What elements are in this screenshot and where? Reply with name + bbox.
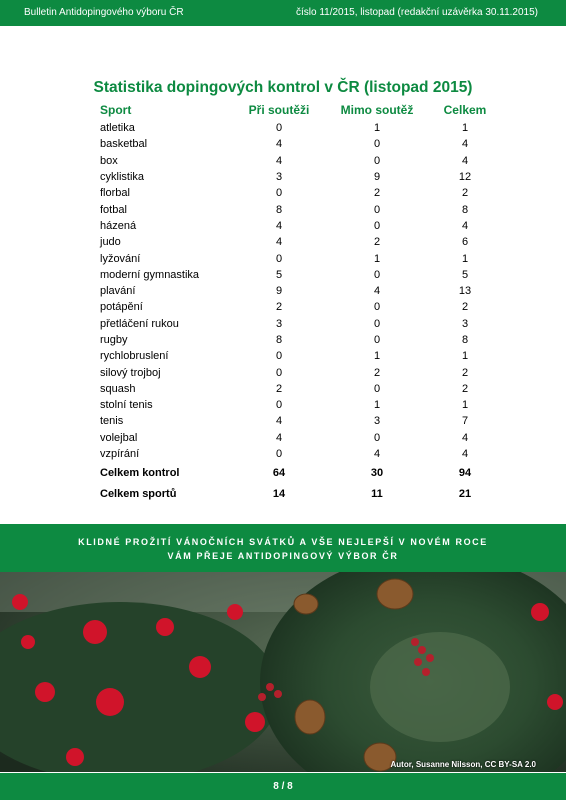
cell-sport: tenis <box>100 415 124 428</box>
cell-in-competition: 0 <box>275 252 283 265</box>
cell-sport: přetláčení rukou <box>100 317 179 330</box>
cell-out-of-competition: 0 <box>373 317 381 330</box>
cell-in-competition: 0 <box>275 399 283 412</box>
bulletin-name: Bulletin Antidopingového výboru ČR <box>24 7 184 18</box>
cell-total: 2 <box>461 382 469 395</box>
cell-in-competition: 8 <box>275 334 283 346</box>
column-header-sport: Sport <box>100 103 132 117</box>
cell-total: 13 <box>458 285 472 298</box>
season-greeting-banner <box>0 524 566 572</box>
cell-out-of-competition: 0 <box>373 268 381 281</box>
wreath-illustration <box>0 572 566 772</box>
cell-out-of-competition: 1 <box>373 122 381 135</box>
table-row <box>96 250 510 266</box>
table-header-row <box>96 100 510 120</box>
cell-sport: vzpírání <box>100 448 140 461</box>
cell-in-competition: 0 <box>275 122 283 135</box>
table-row <box>96 397 510 413</box>
table-row <box>96 267 510 283</box>
cell-total: 1 <box>461 122 469 135</box>
cell-out-of-competition: 0 <box>373 138 381 151</box>
totals-row <box>96 483 510 504</box>
cell-in-competition: 2 <box>275 301 283 314</box>
cell-total: 4 <box>461 154 469 167</box>
cell-out-of-competition: 2 <box>373 187 381 200</box>
cell-sport: silový trojboj <box>100 366 161 379</box>
table-row <box>96 430 510 446</box>
page-title: Statistika dopingových kontrol v ČR (listopad 2015) <box>93 79 473 96</box>
cell-out-of-competition: 1 <box>373 350 381 363</box>
cell-in-competition: 5 <box>275 268 283 281</box>
cell-out-of-competition: 0 <box>373 219 381 232</box>
cell-total: 94 <box>458 466 472 479</box>
table-row <box>96 153 510 169</box>
cell-sport: volejbal <box>100 431 138 444</box>
cell-in-competition: 64 <box>272 466 286 479</box>
cell-sport: basketbal <box>100 138 148 151</box>
cell-out-of-competition: 0 <box>373 334 381 346</box>
issue-info: číslo 11/2015, listopad (redakční uzávěrka 30.11.2015) <box>295 7 538 18</box>
table-row <box>96 201 510 217</box>
cell-sport: lyžování <box>100 252 141 265</box>
cell-out-of-competition: 4 <box>373 448 381 461</box>
cell-in-competition: 4 <box>275 154 283 167</box>
cell-in-competition: 4 <box>275 236 283 249</box>
cell-in-competition: 2 <box>275 382 283 395</box>
cell-total: 1 <box>461 252 469 265</box>
cell-in-competition: 8 <box>275 203 283 216</box>
table-row <box>96 299 510 315</box>
cell-out-of-competition: 4 <box>373 285 381 298</box>
greeting-line-2: VÁM PŘEJE ANTIDOPINGOVÝ VÝBOR ČR <box>167 551 399 561</box>
table-row <box>96 332 510 348</box>
cell-sport: házená <box>100 219 137 232</box>
table-row <box>96 316 510 332</box>
cell-total: 21 <box>458 487 472 500</box>
cell-total: 2 <box>461 187 469 200</box>
column-header-in-competition: Při soutěži <box>248 103 310 117</box>
cell-in-competition: 3 <box>275 171 283 184</box>
cell-in-competition: 14 <box>272 487 286 500</box>
table-row <box>96 381 510 397</box>
cell-out-of-competition: 0 <box>373 154 381 167</box>
cell-total: 1 <box>461 399 469 412</box>
table-row <box>96 283 510 299</box>
cell-total: 5 <box>461 268 469 281</box>
cell-total: 4 <box>461 431 469 444</box>
cell-sport: judo <box>100 236 121 249</box>
cell-total: 6 <box>461 236 469 249</box>
header-bar <box>0 0 566 26</box>
page-number: 8 / 8 <box>273 781 293 792</box>
table-row <box>96 413 510 429</box>
table-row <box>96 136 510 152</box>
cell-total: 8 <box>461 203 469 216</box>
cell-sport: atletika <box>100 122 135 135</box>
cell-out-of-competition: 9 <box>373 171 381 184</box>
table-row <box>96 364 510 380</box>
table-row <box>96 348 510 364</box>
cell-sport: plavání <box>100 285 136 298</box>
cell-out-of-competition: 3 <box>373 415 381 428</box>
cell-out-of-competition: 1 <box>373 399 381 412</box>
cell-in-competition: 9 <box>275 285 283 298</box>
cell-out-of-competition: 2 <box>373 366 381 379</box>
cell-total: 3 <box>461 317 469 330</box>
table-row <box>96 169 510 185</box>
cell-total: 4 <box>461 138 469 151</box>
christmas-wreath-photo <box>0 572 566 772</box>
cell-in-competition: 3 <box>275 317 283 330</box>
cell-total: 12 <box>458 171 472 184</box>
cell-in-competition: 4 <box>275 415 283 428</box>
cell-out-of-competition: 2 <box>373 236 381 249</box>
column-header-out-of-competition: Mimo soutěž <box>340 103 414 117</box>
cell-out-of-competition: 0 <box>373 431 381 444</box>
cell-total: 4 <box>461 219 469 232</box>
cell-in-competition: 4 <box>275 138 283 151</box>
cell-total: 2 <box>461 301 469 314</box>
cell-total: 1 <box>461 350 469 363</box>
cell-in-competition: 0 <box>275 187 283 200</box>
table-row <box>96 120 510 136</box>
cell-sport: Celkem sportů <box>100 487 177 500</box>
table-row <box>96 234 510 250</box>
cell-sport: squash <box>100 382 136 395</box>
cell-out-of-competition: 0 <box>373 203 381 216</box>
cell-out-of-competition: 0 <box>373 382 381 395</box>
cell-sport: Celkem kontrol <box>100 466 180 479</box>
column-header-total: Celkem <box>443 103 487 117</box>
cell-sport: moderní gymnastika <box>100 268 200 281</box>
doping-statistics-table <box>96 100 510 504</box>
cell-out-of-competition: 30 <box>370 466 384 479</box>
cell-sport: box <box>100 154 118 167</box>
greeting-line-1: KLIDNÉ PROŽITÍ VÁNOČNÍCH SVÁTKŮ A VŠE NEJLEPŠÍ V NOVÉM ROCE <box>78 537 488 547</box>
cell-sport: potápění <box>100 301 143 314</box>
table-row <box>96 446 510 462</box>
cell-total: 8 <box>461 334 469 346</box>
cell-sport: florbal <box>100 187 130 200</box>
cell-sport: stolní tenis <box>100 399 153 412</box>
cell-sport: rychlobruslení <box>100 350 169 363</box>
cell-out-of-competition: 11 <box>371 487 383 500</box>
cell-in-competition: 4 <box>275 431 283 444</box>
cell-total: 2 <box>461 366 469 379</box>
table-row <box>96 218 510 234</box>
cell-in-competition: 0 <box>275 366 283 379</box>
cell-in-competition: 4 <box>275 219 283 232</box>
totals-row <box>96 462 510 483</box>
table-row <box>96 185 510 201</box>
cell-total: 7 <box>461 415 469 428</box>
cell-in-competition: 0 <box>275 448 283 461</box>
page-footer <box>0 773 566 800</box>
cell-out-of-competition: 1 <box>373 252 381 265</box>
cell-sport: fotbal <box>100 203 127 216</box>
cell-in-competition: 0 <box>275 350 283 363</box>
cell-sport: cyklistika <box>100 171 145 184</box>
photo-credit: Autor, Susanne Nilsson, CC BY-SA 2.0 <box>390 760 536 769</box>
cell-sport: rugby <box>100 334 128 346</box>
cell-out-of-competition: 0 <box>373 301 381 314</box>
cell-total: 4 <box>461 448 469 461</box>
